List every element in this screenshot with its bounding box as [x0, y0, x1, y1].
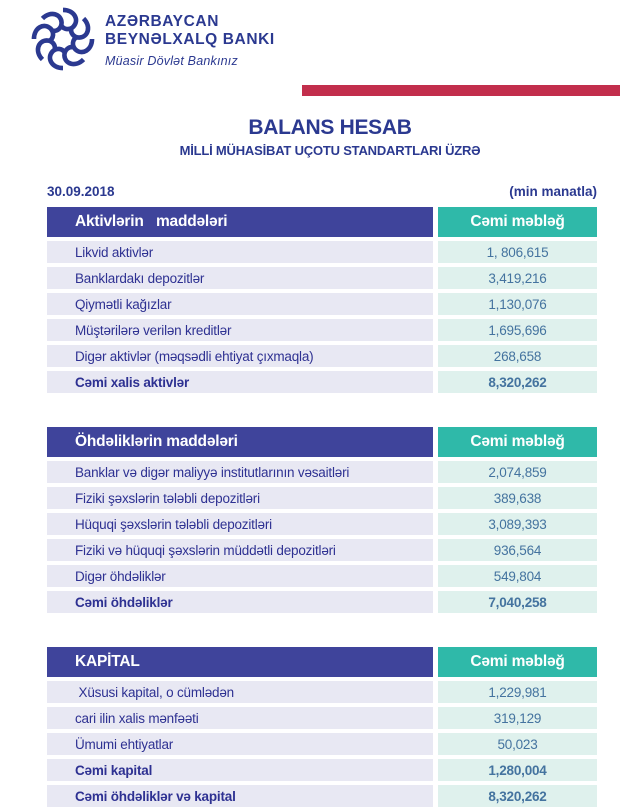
row-label: Banklardakı depozitlər	[47, 267, 433, 289]
row-value: 2,074,859	[438, 461, 597, 483]
tables	[47, 207, 597, 807]
row-value: 8,320,262	[438, 785, 597, 807]
table-row	[47, 681, 597, 703]
table-row	[47, 565, 597, 587]
brand-text	[105, 6, 275, 68]
row-value: 1,280,004	[438, 759, 597, 781]
row-label: Cəmi kapital	[47, 759, 433, 781]
table-header-value: Cəmi məbləğ	[438, 647, 597, 677]
table-row	[47, 513, 597, 535]
row-value: 7,040,258	[438, 591, 597, 613]
table-row	[47, 733, 597, 755]
table-row	[47, 241, 597, 263]
bank-tagline: Müasir Dövlət Bankınız	[105, 53, 238, 68]
accent-red-bar	[302, 85, 620, 96]
table-row	[47, 785, 597, 807]
letterhead	[0, 0, 620, 72]
bank-name-line2: BEYNƏLXALQ BANKI	[105, 31, 275, 49]
row-label: cari ilin xalis mənfəəti	[47, 707, 433, 729]
row-label: Ümumi ehtiyatlar	[47, 733, 433, 755]
table-header-label: Aktivlərin maddələri	[47, 207, 433, 237]
unit-note: (min manatla)	[509, 184, 597, 199]
row-value: 268,658	[438, 345, 597, 367]
table-row	[47, 759, 597, 781]
table-header-label: KAPİTAL	[47, 647, 433, 677]
title-block	[0, 116, 620, 158]
row-label: Digər öhdəliklər	[47, 565, 433, 587]
row-value: 389,638	[438, 487, 597, 509]
balance-table-liabilities	[47, 427, 597, 613]
row-value: 1, 806,615	[438, 241, 597, 263]
table-row	[47, 371, 597, 393]
row-value: 3,089,393	[438, 513, 597, 535]
row-value: 3,419,216	[438, 267, 597, 289]
document-title: BALANS HESAB	[248, 116, 412, 139]
balance-table-assets	[47, 207, 597, 393]
row-label: Hüquqi şəxslərin tələbli depozitləri	[47, 513, 433, 535]
row-value: 549,804	[438, 565, 597, 587]
row-value: 319,129	[438, 707, 597, 729]
row-label: Fiziki şəxslərin tələbli depozitləri	[47, 487, 433, 509]
row-label: Cəmi xalis aktivlər	[47, 371, 433, 393]
row-label: Qiymətli kağızlar	[47, 293, 433, 315]
table-row	[47, 539, 597, 561]
document-subtitle: MİLLİ MÜHASİBAT UÇOTU STANDARTLARI ÜZRƏ	[179, 143, 481, 158]
table-row	[47, 487, 597, 509]
row-value: 936,564	[438, 539, 597, 561]
bank-name	[105, 13, 275, 50]
row-label: Cəmi öhdəliklər və kapital	[47, 785, 433, 807]
row-label: Digər aktivlər (məqsədli ehtiyat çıxmaqla)	[47, 345, 433, 367]
table-header	[47, 427, 597, 457]
row-value: 8,320,262	[438, 371, 597, 393]
table-header-value: Cəmi məbləğ	[438, 427, 597, 457]
balance-table-capital	[47, 647, 597, 807]
table-row	[47, 345, 597, 367]
row-value: 1,695,696	[438, 319, 597, 341]
table-header	[47, 647, 597, 677]
row-value: 1,130,076	[438, 293, 597, 315]
table-row	[47, 319, 597, 341]
report-date: 30.09.2018	[47, 184, 115, 199]
row-label: Fiziki və hüquqi şəxslərin müddətli depozitləri	[47, 539, 433, 561]
row-value: 50,023	[438, 733, 597, 755]
table-row	[47, 267, 597, 289]
table-header-label: Öhdəliklərin maddələri	[47, 427, 433, 457]
row-label: Xüsusi kapital, o cümlədən	[47, 681, 433, 703]
row-label: Cəmi öhdəliklər	[47, 591, 433, 613]
table-row	[47, 707, 597, 729]
table-header	[47, 207, 597, 237]
bank-logo-knot-star-icon	[30, 6, 96, 72]
row-label: Müştərilərə verilən kreditlər	[47, 319, 433, 341]
table-row	[47, 293, 597, 315]
meta-row	[47, 184, 597, 199]
row-label: Likvid aktivlər	[47, 241, 433, 263]
row-value: 1,229,981	[438, 681, 597, 703]
table-row	[47, 461, 597, 483]
row-label: Banklar və digər maliyyə institutlarının vəsaitləri	[47, 461, 433, 483]
table-row	[47, 591, 597, 613]
table-header-value: Cəmi məbləğ	[438, 207, 597, 237]
bank-name-line1: AZƏRBAYCAN	[105, 13, 219, 30]
